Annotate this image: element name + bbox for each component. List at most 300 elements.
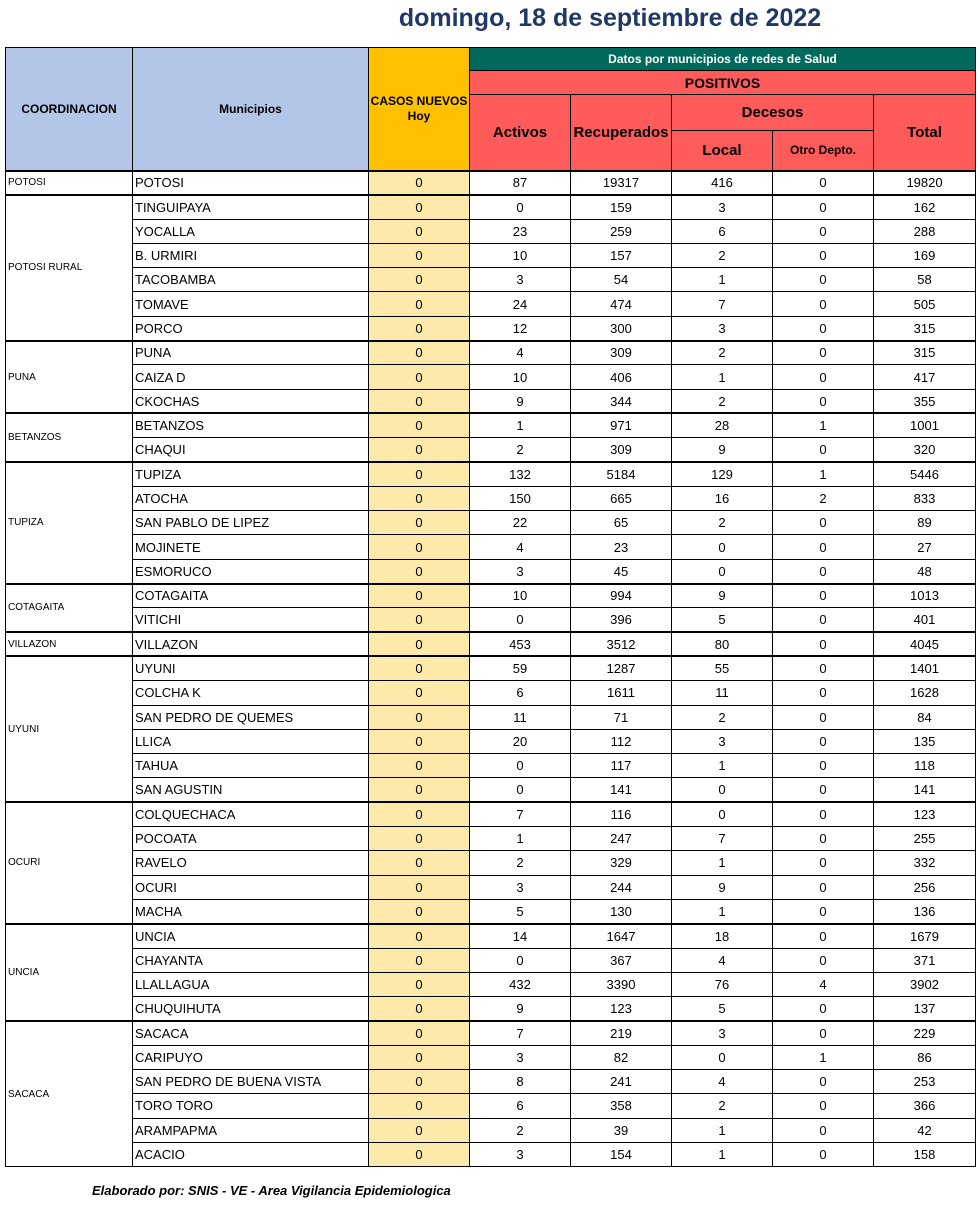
cell-casos-nuevos: 0 <box>369 851 470 875</box>
header-local: Local <box>672 131 773 171</box>
table-row <box>6 413 976 437</box>
table-row <box>6 924 976 948</box>
cell-local: 2 <box>672 341 773 365</box>
cell-local: 7 <box>672 292 773 316</box>
cell-otro-depto: 0 <box>773 948 874 972</box>
cell-casos-nuevos: 0 <box>369 875 470 899</box>
table-row <box>6 656 976 680</box>
cell-casos-nuevos: 0 <box>369 292 470 316</box>
cell-recuperados: 141 <box>571 778 672 802</box>
cell-local: 1 <box>672 1118 773 1142</box>
cell-otro-depto: 0 <box>773 827 874 851</box>
cell-casos-nuevos: 0 <box>369 535 470 559</box>
cell-otro-depto: 0 <box>773 1069 874 1093</box>
cell-activos: 453 <box>470 632 571 656</box>
cell-casos-nuevos: 0 <box>369 584 470 608</box>
cell-recuperados: 1647 <box>571 924 672 948</box>
footer-credit: Elaborado por: SNIS - VE - Area Vigilancia Epidemiologica <box>92 1183 451 1198</box>
cell-local: 1 <box>672 899 773 923</box>
cell-otro-depto: 0 <box>773 511 874 535</box>
cell-recuperados: 309 <box>571 438 672 462</box>
cell-total: 256 <box>874 875 976 899</box>
cell-recuperados: 1287 <box>571 656 672 680</box>
cell-casos-nuevos: 0 <box>369 219 470 243</box>
cell-municipio: POCOATA <box>133 827 369 851</box>
cell-municipio: ARAMPAPMA <box>133 1118 369 1142</box>
table-row <box>6 802 976 826</box>
cell-municipio: CHUQUIHUTA <box>133 997 369 1021</box>
cell-recuperados: 241 <box>571 1069 672 1093</box>
cell-municipio: CARIPUYO <box>133 1045 369 1069</box>
table-row <box>6 219 976 243</box>
cell-recuperados: 247 <box>571 827 672 851</box>
cell-otro-depto: 1 <box>773 462 874 486</box>
cell-recuperados: 154 <box>571 1142 672 1166</box>
cell-total: 1628 <box>874 681 976 705</box>
table-row <box>6 1118 976 1142</box>
cell-coordinacion: UYUNI <box>6 656 133 802</box>
table-row <box>6 778 976 802</box>
table-row <box>6 171 976 195</box>
cell-activos: 7 <box>470 802 571 826</box>
cell-municipio: RAVELO <box>133 851 369 875</box>
cell-casos-nuevos: 0 <box>369 608 470 632</box>
cell-activos: 7 <box>470 1021 571 1045</box>
cell-municipio: B. URMIRI <box>133 243 369 267</box>
cell-recuperados: 82 <box>571 1045 672 1069</box>
cell-activos: 22 <box>470 511 571 535</box>
table-row <box>6 389 976 413</box>
cell-casos-nuevos: 0 <box>369 195 470 219</box>
cell-otro-depto: 2 <box>773 486 874 510</box>
cell-municipio: CHAQUI <box>133 438 369 462</box>
cell-municipio: TOMAVE <box>133 292 369 316</box>
cell-coordinacion: SACACA <box>6 1021 133 1167</box>
cell-total: 136 <box>874 899 976 923</box>
cell-otro-depto: 1 <box>773 1045 874 1069</box>
cell-coordinacion: POTOSI RURAL <box>6 195 133 341</box>
cell-activos: 3 <box>470 268 571 292</box>
cell-activos: 0 <box>470 948 571 972</box>
cell-local: 28 <box>672 413 773 437</box>
cell-activos: 11 <box>470 705 571 729</box>
header-decesos: Decesos <box>672 95 874 131</box>
cell-total: 505 <box>874 292 976 316</box>
cell-recuperados: 665 <box>571 486 672 510</box>
cell-total: 86 <box>874 1045 976 1069</box>
cell-casos-nuevos: 0 <box>369 948 470 972</box>
cell-total: 401 <box>874 608 976 632</box>
cell-activos: 4 <box>470 535 571 559</box>
cell-otro-depto: 0 <box>773 875 874 899</box>
cell-municipio: ACACIO <box>133 1142 369 1166</box>
cell-otro-depto: 0 <box>773 1021 874 1045</box>
cell-total: 4045 <box>874 632 976 656</box>
cell-otro-depto: 0 <box>773 656 874 680</box>
cell-otro-depto: 4 <box>773 972 874 996</box>
cell-casos-nuevos: 0 <box>369 413 470 437</box>
cell-municipio: ATOCHA <box>133 486 369 510</box>
cell-coordinacion: UNCIA <box>6 924 133 1021</box>
cell-casos-nuevos: 0 <box>369 997 470 1021</box>
cell-activos: 2 <box>470 1118 571 1142</box>
cell-activos: 9 <box>470 389 571 413</box>
table-row <box>6 292 976 316</box>
cell-total: 1013 <box>874 584 976 608</box>
cell-total: 19820 <box>874 171 976 195</box>
cell-casos-nuevos: 0 <box>369 559 470 583</box>
cell-otro-depto: 0 <box>773 195 874 219</box>
header-datos: Datos por municipios de redes de Salud <box>470 48 976 71</box>
cell-coordinacion: VILLAZON <box>6 632 133 656</box>
table-row <box>6 438 976 462</box>
cell-activos: 10 <box>470 584 571 608</box>
cell-municipio: POTOSI <box>133 171 369 195</box>
table-row <box>6 754 976 778</box>
cell-activos: 1 <box>470 827 571 851</box>
cell-local: 9 <box>672 584 773 608</box>
cell-municipio: SAN PEDRO DE BUENA VISTA <box>133 1069 369 1093</box>
cell-casos-nuevos: 0 <box>369 316 470 340</box>
table-row <box>6 997 976 1021</box>
cell-local: 1 <box>672 1142 773 1166</box>
header-positivos: POSITIVOS <box>470 71 976 95</box>
cell-otro-depto: 0 <box>773 584 874 608</box>
header-activos: Activos <box>470 95 571 171</box>
cell-municipio: MACHA <box>133 899 369 923</box>
cell-activos: 432 <box>470 972 571 996</box>
cell-otro-depto: 0 <box>773 559 874 583</box>
cell-municipio: CHAYANTA <box>133 948 369 972</box>
cell-recuperados: 45 <box>571 559 672 583</box>
cell-recuperados: 54 <box>571 268 672 292</box>
cell-recuperados: 23 <box>571 535 672 559</box>
table-row <box>6 632 976 656</box>
table-row <box>6 972 976 996</box>
cell-activos: 12 <box>470 316 571 340</box>
cell-activos: 23 <box>470 219 571 243</box>
cell-otro-depto: 0 <box>773 243 874 267</box>
cell-total: 118 <box>874 754 976 778</box>
cell-local: 5 <box>672 997 773 1021</box>
table-row <box>6 535 976 559</box>
cell-recuperados: 474 <box>571 292 672 316</box>
cell-otro-depto: 0 <box>773 802 874 826</box>
cell-activos: 6 <box>470 681 571 705</box>
cell-recuperados: 123 <box>571 997 672 1021</box>
table-row <box>6 899 976 923</box>
cell-activos: 3 <box>470 1142 571 1166</box>
cell-total: 48 <box>874 559 976 583</box>
cell-local: 0 <box>672 1045 773 1069</box>
cell-casos-nuevos: 0 <box>369 486 470 510</box>
cell-local: 2 <box>672 705 773 729</box>
cell-casos-nuevos: 0 <box>369 972 470 996</box>
cell-recuperados: 396 <box>571 608 672 632</box>
table-row <box>6 341 976 365</box>
header-otro-depto: Otro Depto. <box>773 131 874 171</box>
page-title: domingo, 18 de septiembre de 2022 <box>398 4 822 32</box>
table-body <box>6 171 976 1167</box>
cell-total: 1401 <box>874 656 976 680</box>
cell-total: 833 <box>874 486 976 510</box>
table-row <box>6 1021 976 1045</box>
cell-local: 55 <box>672 656 773 680</box>
cell-casos-nuevos: 0 <box>369 632 470 656</box>
cell-activos: 10 <box>470 365 571 389</box>
cell-casos-nuevos: 0 <box>369 827 470 851</box>
cell-recuperados: 358 <box>571 1094 672 1118</box>
cell-total: 158 <box>874 1142 976 1166</box>
cell-casos-nuevos: 0 <box>369 268 470 292</box>
cell-local: 9 <box>672 438 773 462</box>
cell-activos: 87 <box>470 171 571 195</box>
cell-casos-nuevos: 0 <box>369 171 470 195</box>
cell-otro-depto: 0 <box>773 171 874 195</box>
cell-total: 288 <box>874 219 976 243</box>
cell-municipio: TACOBAMBA <box>133 268 369 292</box>
cell-municipio: MOJINETE <box>133 535 369 559</box>
cell-recuperados: 300 <box>571 316 672 340</box>
table-row <box>6 365 976 389</box>
cell-otro-depto: 0 <box>773 997 874 1021</box>
cell-municipio: LLICA <box>133 729 369 753</box>
header-total: Total <box>874 95 976 171</box>
cell-local: 80 <box>672 632 773 656</box>
cell-activos: 6 <box>470 1094 571 1118</box>
cell-otro-depto: 0 <box>773 316 874 340</box>
cell-recuperados: 39 <box>571 1118 672 1142</box>
cell-activos: 0 <box>470 608 571 632</box>
cell-recuperados: 130 <box>571 899 672 923</box>
cell-casos-nuevos: 0 <box>369 778 470 802</box>
cell-casos-nuevos: 0 <box>369 729 470 753</box>
cell-local: 11 <box>672 681 773 705</box>
table-row <box>6 462 976 486</box>
cell-local: 0 <box>672 778 773 802</box>
cell-local: 5 <box>672 608 773 632</box>
cell-local: 2 <box>672 243 773 267</box>
cell-recuperados: 71 <box>571 705 672 729</box>
cell-casos-nuevos: 0 <box>369 1021 470 1045</box>
cell-municipio: YOCALLA <box>133 219 369 243</box>
cell-municipio: UNCIA <box>133 924 369 948</box>
cell-recuperados: 309 <box>571 341 672 365</box>
cell-otro-depto: 0 <box>773 535 874 559</box>
cell-municipio: COLQUECHACA <box>133 802 369 826</box>
cell-activos: 1 <box>470 413 571 437</box>
cell-total: 320 <box>874 438 976 462</box>
cell-activos: 20 <box>470 729 571 753</box>
cell-recuperados: 259 <box>571 219 672 243</box>
cell-local: 6 <box>672 219 773 243</box>
cell-total: 315 <box>874 341 976 365</box>
cell-activos: 3 <box>470 875 571 899</box>
cell-otro-depto: 0 <box>773 292 874 316</box>
table-row <box>6 486 976 510</box>
cell-otro-depto: 0 <box>773 219 874 243</box>
cell-municipio: SAN PEDRO DE QUEMES <box>133 705 369 729</box>
cell-otro-depto: 0 <box>773 341 874 365</box>
cell-total: 162 <box>874 195 976 219</box>
cell-casos-nuevos: 0 <box>369 1118 470 1142</box>
cell-activos: 24 <box>470 292 571 316</box>
table-row <box>6 316 976 340</box>
cell-municipio: SACACA <box>133 1021 369 1045</box>
cell-recuperados: 344 <box>571 389 672 413</box>
cell-otro-depto: 0 <box>773 632 874 656</box>
table-row <box>6 827 976 851</box>
cell-casos-nuevos: 0 <box>369 802 470 826</box>
table-row <box>6 243 976 267</box>
cell-otro-depto: 0 <box>773 365 874 389</box>
cell-coordinacion: POTOSI <box>6 171 133 195</box>
cell-total: 1679 <box>874 924 976 948</box>
cell-total: 27 <box>874 535 976 559</box>
table-row <box>6 729 976 753</box>
cell-activos: 59 <box>470 656 571 680</box>
cell-local: 2 <box>672 1094 773 1118</box>
cell-casos-nuevos: 0 <box>369 754 470 778</box>
cell-local: 18 <box>672 924 773 948</box>
cell-total: 315 <box>874 316 976 340</box>
cell-activos: 0 <box>470 754 571 778</box>
cell-casos-nuevos: 0 <box>369 365 470 389</box>
cell-coordinacion: PUNA <box>6 341 133 414</box>
cell-municipio: PORCO <box>133 316 369 340</box>
table-row <box>6 608 976 632</box>
cell-local: 129 <box>672 462 773 486</box>
cell-local: 0 <box>672 802 773 826</box>
cell-coordinacion: COTAGAITA <box>6 584 133 633</box>
cell-municipio: SAN AGUSTIN <box>133 778 369 802</box>
cell-local: 0 <box>672 535 773 559</box>
table-row <box>6 948 976 972</box>
cell-total: 89 <box>874 511 976 535</box>
cell-otro-depto: 0 <box>773 1118 874 1142</box>
cell-local: 1 <box>672 365 773 389</box>
cell-recuperados: 219 <box>571 1021 672 1045</box>
cell-otro-depto: 0 <box>773 705 874 729</box>
cell-activos: 14 <box>470 924 571 948</box>
cell-casos-nuevos: 0 <box>369 899 470 923</box>
cell-local: 9 <box>672 875 773 899</box>
cell-total: 84 <box>874 705 976 729</box>
table-row <box>6 511 976 535</box>
cell-total: 229 <box>874 1021 976 1045</box>
cell-otro-depto: 0 <box>773 924 874 948</box>
cell-coordinacion: TUPIZA <box>6 462 133 583</box>
table-row <box>6 875 976 899</box>
cell-otro-depto: 0 <box>773 438 874 462</box>
cell-local: 16 <box>672 486 773 510</box>
cell-otro-depto: 0 <box>773 268 874 292</box>
cell-activos: 2 <box>470 851 571 875</box>
cell-recuperados: 994 <box>571 584 672 608</box>
cell-recuperados: 159 <box>571 195 672 219</box>
cell-total: 371 <box>874 948 976 972</box>
cell-local: 3 <box>672 1021 773 1045</box>
cell-casos-nuevos: 0 <box>369 705 470 729</box>
cell-municipio: TAHUA <box>133 754 369 778</box>
cell-casos-nuevos: 0 <box>369 462 470 486</box>
cell-total: 255 <box>874 827 976 851</box>
cell-activos: 3 <box>470 559 571 583</box>
cell-local: 7 <box>672 827 773 851</box>
cell-total: 253 <box>874 1069 976 1093</box>
cell-casos-nuevos: 0 <box>369 438 470 462</box>
cell-local: 1 <box>672 851 773 875</box>
cell-otro-depto: 0 <box>773 1094 874 1118</box>
cell-municipio: COLCHA K <box>133 681 369 705</box>
cell-activos: 150 <box>470 486 571 510</box>
cell-total: 3902 <box>874 972 976 996</box>
table-row <box>6 851 976 875</box>
cell-coordinacion: BETANZOS <box>6 413 133 462</box>
cell-total: 355 <box>874 389 976 413</box>
header-recuperados: Recuperados <box>571 95 672 171</box>
header-casos-nuevos: CASOS NUEVOS Hoy <box>369 48 470 171</box>
table-row <box>6 681 976 705</box>
cell-local: 1 <box>672 754 773 778</box>
cell-otro-depto: 0 <box>773 754 874 778</box>
cell-activos: 2 <box>470 438 571 462</box>
municipios-table <box>5 47 976 1167</box>
cell-recuperados: 367 <box>571 948 672 972</box>
cell-local: 4 <box>672 948 773 972</box>
cell-casos-nuevos: 0 <box>369 389 470 413</box>
cell-coordinacion: OCURI <box>6 802 133 923</box>
cell-total: 141 <box>874 778 976 802</box>
cell-municipio: CKOCHAS <box>133 389 369 413</box>
cell-recuperados: 1611 <box>571 681 672 705</box>
cell-recuperados: 3390 <box>571 972 672 996</box>
cell-casos-nuevos: 0 <box>369 924 470 948</box>
cell-activos: 3 <box>470 1045 571 1069</box>
cell-municipio: LLALLAGUA <box>133 972 369 996</box>
cell-otro-depto: 0 <box>773 389 874 413</box>
cell-casos-nuevos: 0 <box>369 681 470 705</box>
cell-activos: 0 <box>470 778 571 802</box>
cell-total: 42 <box>874 1118 976 1142</box>
cell-local: 416 <box>672 171 773 195</box>
cell-recuperados: 157 <box>571 243 672 267</box>
cell-total: 137 <box>874 997 976 1021</box>
cell-local: 0 <box>672 559 773 583</box>
cell-activos: 9 <box>470 997 571 1021</box>
cell-casos-nuevos: 0 <box>369 243 470 267</box>
cell-casos-nuevos: 0 <box>369 341 470 365</box>
cell-otro-depto: 0 <box>773 1142 874 1166</box>
cell-casos-nuevos: 0 <box>369 1142 470 1166</box>
cell-otro-depto: 1 <box>773 413 874 437</box>
cell-local: 76 <box>672 972 773 996</box>
cell-activos: 8 <box>470 1069 571 1093</box>
cell-total: 332 <box>874 851 976 875</box>
cell-otro-depto: 0 <box>773 608 874 632</box>
cell-recuperados: 3512 <box>571 632 672 656</box>
cell-total: 417 <box>874 365 976 389</box>
cell-recuperados: 117 <box>571 754 672 778</box>
cell-municipio: COTAGAITA <box>133 584 369 608</box>
cell-local: 3 <box>672 729 773 753</box>
table-row <box>6 268 976 292</box>
cell-recuperados: 329 <box>571 851 672 875</box>
cell-activos: 5 <box>470 899 571 923</box>
cell-recuperados: 244 <box>571 875 672 899</box>
cell-otro-depto: 0 <box>773 729 874 753</box>
cell-municipio: ESMORUCO <box>133 559 369 583</box>
